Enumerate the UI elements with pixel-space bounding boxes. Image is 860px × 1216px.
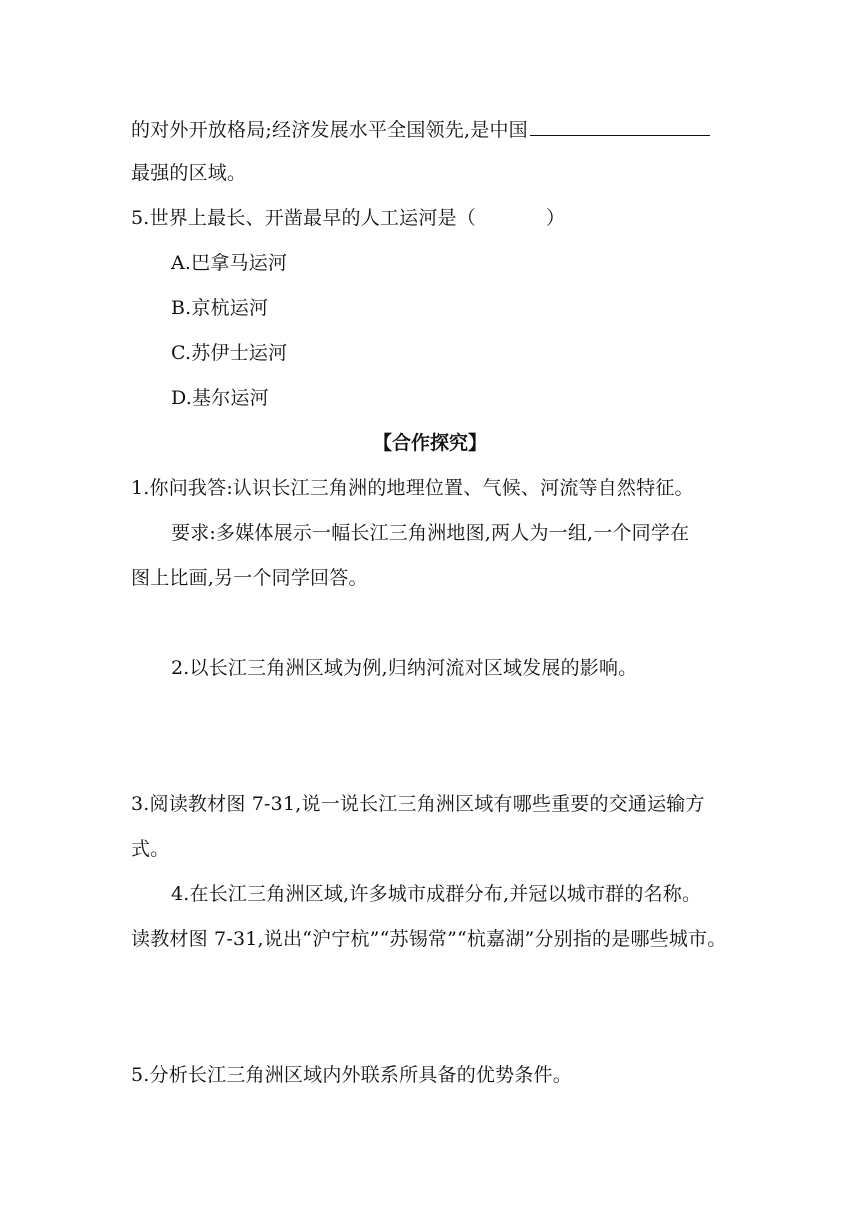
option-d[interactable]: D.基尔运河 [171, 387, 269, 409]
explore-question-3: 3.阅读教材图 7-31,说一说长江三角洲区域有哪些重要的交通运输方 [131, 793, 705, 815]
option-b[interactable]: B.京杭运河 [171, 297, 269, 319]
option-c[interactable]: C.苏伊士运河 [171, 342, 288, 364]
question-5-stem [131, 206, 565, 230]
option-a[interactable]: A.巴拿马运河 [171, 252, 288, 274]
explore-question-1: 1.你问我答:认识长江三角洲的地理位置、气候、河流等自然特征。 [131, 477, 694, 499]
fill-blank-line-1 [131, 117, 710, 142]
fill-blank-line-2: 最强的区域。 [131, 162, 247, 184]
explore-question-5: 5.分析长江三角洲区域内外联系所具备的优势条件。 [131, 1064, 572, 1086]
explore-question-1-requirement: 要求:多媒体展示一幅长江三角洲地图,两人为一组,一个同学在 [171, 522, 690, 544]
explore-question-1-requirement-cont: 图上比画,另一个同学回答。 [131, 567, 368, 589]
explore-question-2: 2.以长江三角洲区域为例,归纳河流对区域发展的影响。 [171, 657, 638, 679]
question-5-stem-text: 5.世界上最长、开凿最早的人工运河是（ [131, 207, 476, 229]
explore-question-4: 4.在长江三角洲区域,许多城市成群分布,并冠以城市群的名称。 [171, 883, 702, 905]
explore-question-3-cont: 式。 [131, 838, 170, 860]
question-5-stem-close: ） [545, 207, 566, 229]
explore-question-4-cont: 读教材图 7-31,说出“沪宁杭”“苏锡常”“杭嘉湖”分别指的是哪些城市。 [131, 928, 727, 950]
fill-blank-text: 的对外开放格局;经济发展水平全国领先,是中国 [131, 119, 528, 141]
section-heading: 【合作探究】 [372, 432, 487, 454]
answer-blank[interactable] [530, 117, 710, 136]
